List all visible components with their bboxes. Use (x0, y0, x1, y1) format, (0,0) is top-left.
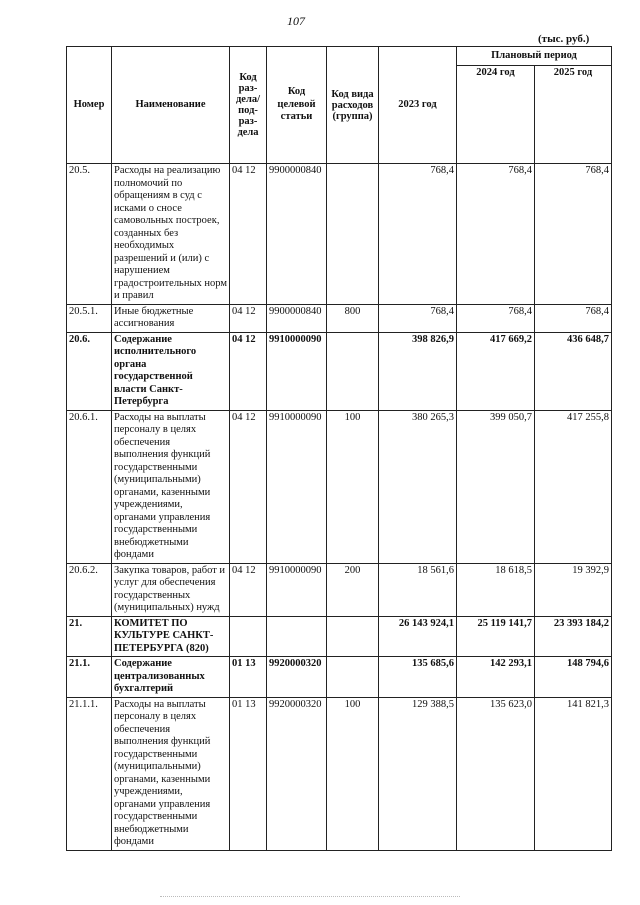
row-number: 21. (67, 616, 112, 657)
row-section-code: 04 12 (230, 304, 267, 332)
row-value-2023: 380 265,3 (379, 410, 457, 563)
row-value-2024: 768,4 (457, 304, 535, 332)
row-value-2025: 768,4 (535, 304, 612, 332)
page-number: 107 (287, 14, 305, 28)
table-row (67, 410, 612, 563)
footer-divider (160, 896, 460, 898)
row-target-code: 9920000320 (267, 657, 327, 698)
row-target-code: 9910000090 (267, 332, 327, 410)
row-number: 20.6.1. (67, 410, 112, 563)
row-value-2023: 768,4 (379, 304, 457, 332)
header-target: Код целевой статьи (267, 47, 327, 164)
header-planned-period: Плановый период (457, 47, 612, 66)
row-section-code: 04 12 (230, 563, 267, 616)
table-row (67, 697, 612, 850)
row-value-2023: 768,4 (379, 164, 457, 305)
row-number: 20.6. (67, 332, 112, 410)
row-section-code: 04 12 (230, 164, 267, 305)
row-number: 20.5.1. (67, 304, 112, 332)
row-section-code: 01 13 (230, 697, 267, 850)
table-row (67, 616, 612, 657)
row-value-2024: 135 623,0 (457, 697, 535, 850)
table-row (67, 563, 612, 616)
row-name: Расходы на выплаты персоналу в целях обеспечения выполнения функций государственными (муниципальными) органами, казенными учреждениями, органами управления государственными внебюджетными фондами (112, 697, 230, 850)
row-section-code: 01 13 (230, 657, 267, 698)
row-number: 20.6.2. (67, 563, 112, 616)
row-value-2025: 417 255,8 (535, 410, 612, 563)
header-year-2023: 2023 год (379, 47, 457, 164)
table-row (67, 304, 612, 332)
row-expense-type: 200 (327, 563, 379, 616)
row-name: КОМИТЕТ ПО КУЛЬТУРЕ САНКТ-ПЕТЕРБУРГА (820) (112, 616, 230, 657)
header-year-2025: 2025 год (535, 66, 612, 164)
row-target-code: 9900000840 (267, 304, 327, 332)
row-value-2025: 768,4 (535, 164, 612, 305)
row-expense-type: 100 (327, 410, 379, 563)
row-target-code: 9900000840 (267, 164, 327, 305)
row-value-2025: 436 648,7 (535, 332, 612, 410)
row-value-2024: 25 119 141,7 (457, 616, 535, 657)
row-target-code: 9910000090 (267, 563, 327, 616)
row-value-2024: 399 050,7 (457, 410, 535, 563)
row-number: 20.5. (67, 164, 112, 305)
row-section-code: 04 12 (230, 410, 267, 563)
row-value-2024: 768,4 (457, 164, 535, 305)
table-row (67, 332, 612, 410)
row-value-2023: 398 826,9 (379, 332, 457, 410)
row-expense-type (327, 332, 379, 410)
header-section: Код раз-дела/ под-раз-дела (230, 47, 267, 164)
row-value-2024: 142 293,1 (457, 657, 535, 698)
row-name: Содержание централизованных бухгалтерий (112, 657, 230, 698)
row-value-2023: 18 561,6 (379, 563, 457, 616)
row-target-code: 9910000090 (267, 410, 327, 563)
row-expense-type (327, 616, 379, 657)
row-section-code: 04 12 (230, 332, 267, 410)
row-expense-type: 800 (327, 304, 379, 332)
row-value-2025: 148 794,6 (535, 657, 612, 698)
table-body (67, 164, 612, 851)
row-value-2023: 135 685,6 (379, 657, 457, 698)
row-target-code (267, 616, 327, 657)
row-value-2025: 19 392,9 (535, 563, 612, 616)
row-expense-type: 100 (327, 697, 379, 850)
row-number: 21.1. (67, 657, 112, 698)
row-name: Иные бюджетные ассигнования (112, 304, 230, 332)
table-row (67, 657, 612, 698)
row-target-code: 9920000320 (267, 697, 327, 850)
header-number: Номер (67, 47, 112, 164)
row-value-2025: 141 821,3 (535, 697, 612, 850)
row-value-2024: 417 669,2 (457, 332, 535, 410)
row-name: Расходы на реализацию полномочий по обращениям в суд с исками о сносе самовольных построек, созданных без необходимых разрешений и (или) с нарушением градостроительных норм и правил (112, 164, 230, 305)
budget-table (66, 46, 612, 851)
row-value-2024: 18 618,5 (457, 563, 535, 616)
row-value-2025: 23 393 184,2 (535, 616, 612, 657)
row-name: Содержание исполнительного органа государственной власти Санкт-Петербурга (112, 332, 230, 410)
row-value-2023: 129 388,5 (379, 697, 457, 850)
header-expense-type: Код вида расходов (группа) (327, 47, 379, 164)
row-section-code (230, 616, 267, 657)
header-name: Наименование (112, 47, 230, 164)
table-row (67, 164, 612, 305)
row-number: 21.1.1. (67, 697, 112, 850)
row-expense-type (327, 657, 379, 698)
row-expense-type (327, 164, 379, 305)
units-label: (тыс. руб.) (538, 33, 590, 45)
row-value-2023: 26 143 924,1 (379, 616, 457, 657)
header-year-2024: 2024 год (457, 66, 535, 164)
row-name: Расходы на выплаты персоналу в целях обеспечения выполнения функций государственными (муниципальными) органами, казенными учреждениями, органами управления государственными внебюджетными фондами (112, 410, 230, 563)
row-name: Закупка товаров, работ и услуг для обеспечения государственных (муниципальных) нужд (112, 563, 230, 616)
